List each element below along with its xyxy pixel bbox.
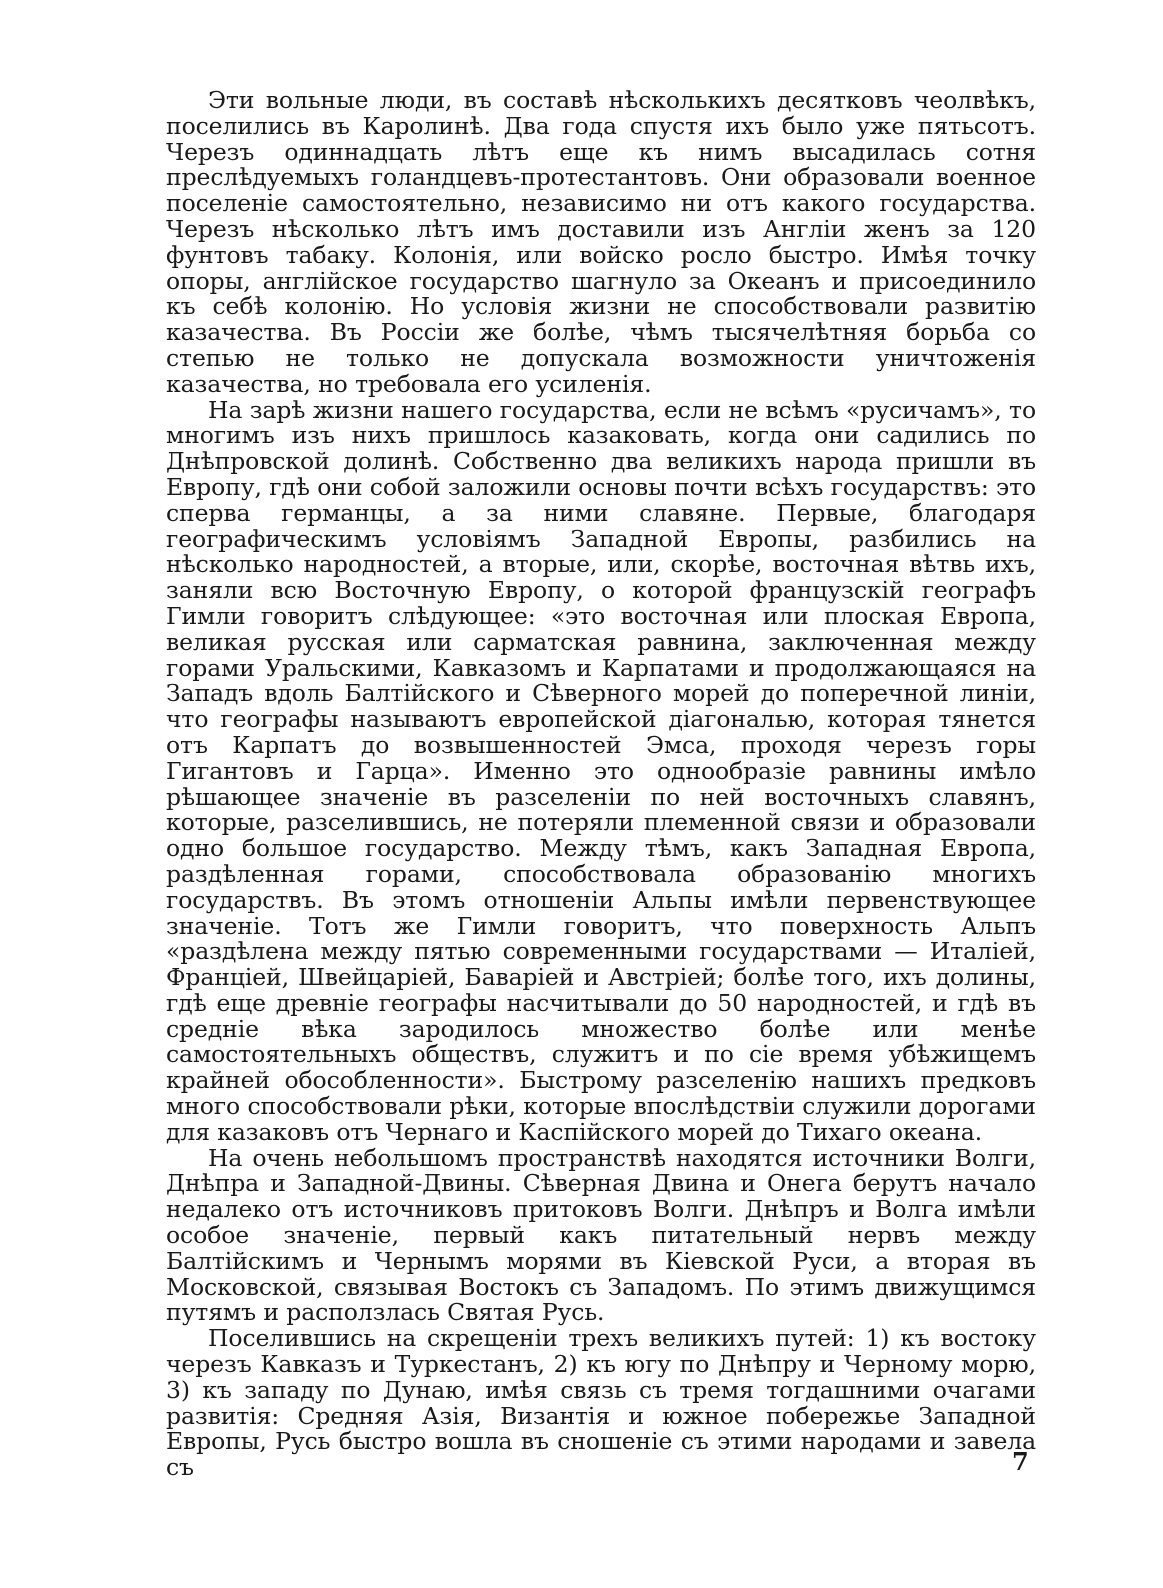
paragraph-3: На очень небольшомъ пространствѣ находятся источники Волги, Днѣпра и Западной-Двины. Сѣверная Двина и Онега берутъ начало недалеко отъ источниковъ притоковъ Волги. Днѣпръ и Волга имѣли особое значеніе, первый какъ питательный нервъ между Балтійскимъ и Чернымъ морями въ Кіевской Руси, а вторая въ Московской, связывая Востокъ съ Западомъ. По этимъ движущимся путямъ и расползлась Святая Русь. <box>166 1143 1036 1327</box>
paragraph-1: Эти вольные люди, въ составѣ нѣсколькихъ десятковъ чеолвѣкъ, поселились въ Каролинѣ. Два года спустя ихъ было уже пятьсотъ. Черезъ одиннадцать лѣтъ еще къ нимъ высадилась сотня преслѣдуемыхъ голандцевъ-протестантовъ. Они образовали военное поселеніе самостоятельно, независимо ни отъ какого государства. Черезъ нѣсколько лѣтъ имъ доставили изъ Англіи женъ за 120 фунтовъ табаку. Колонія, или войско росло быстро. Имѣя точку опоры, англійское государство шагнуло за Океанъ и присоединило къ себѣ колонію. Но условія жизни не способствовали развитію казачества. Въ Россіи же болѣе, чѣмъ тысячелѣтняя борьба со степью не только не допускала возможности уничтоженія казачества, но требовала его усиленія. <box>166 86 1036 398</box>
body-text <box>166 88 1036 1481</box>
paragraph-4: Поселившись на скрещеніи трехъ великихъ путей: 1) къ востоку черезъ Кавказъ и Туркестанъ, 2) къ югу по Днѣпру и Черному морю, 3) къ западу по Дунаю, имѣя связь съ тремя тогдашними очагами развитія: Средняя Азія, Византія и южное побережье Западной Европы, Русь быстро вошла въ сношеніе съ этими народами и завела съ <box>166 1324 1036 1482</box>
paragraph-2: На зарѣ жизни нашего государства, если не всѣмъ «русичамъ», то многимъ изъ нихъ пришлось казаковать, когда они садились по Днѣпровской долинѣ. Собственно два великихъ народа пришли въ Европу, гдѣ они собой заложили основы почти всѣхъ государствъ: это сперва германцы, а за ними славяне. Первые, благодаря географическимъ условіямъ Западной Европы, разбились на нѣсколько народностей, а вторые, или, скорѣе, восточная вѣтвь ихъ, заняли всю Восточную Европу, о которой французскій географъ Гимли говоритъ слѣдующее: «это восточная или плоская Европа, великая русская или сарматская равнина, заключенная между горами Уральскими, Кавказомъ и Карпатами и продолжающаяся на Западъ вдоль Балтійского и Сѣверного морей до поперечной линіи, что географы называютъ европейской діагональю, которая тянется отъ Карпатъ до возвышенностей Эмса, проходя черезъ горы Гигантовъ и Гарца». Именно это однообразіе равнины имѣло рѣшающее значеніе въ разселеніи по ней восточныхъ славянъ, которые, разселившись, не потеряли племенной связи и образовали одно большое государство. Между тѣмъ, какъ Западная Европа, раздѣленная горами, способствовала образованію многихъ государствъ. Въ этомъ отношеніи Альпы имѣли первенствующее значеніе. Тотъ же Гимли говоритъ, что поверхность Альпъ «раздѣлена между пятью современными государствами — Италіей, Франціей, Швейцаріей, Баваріей и Австріей; болѣе того, ихъ долины, гдѣ еще древніе географы насчитывали до 50 народностей, и гдѣ въ средніе вѣка зародилось множество болѣе или менѣе самостоятельныхъ обществъ, служитъ и по сіе время убѣжищемъ крайней обособленности». Быстрому разселенію нашихъ предковъ много способствовали рѣки, которые впослѣдствіи служили дорогами для казаковъ отъ Чернаго и Каспійского морей до Тихаго океана. <box>166 395 1037 1146</box>
page-number: 7 <box>1012 1447 1029 1476</box>
